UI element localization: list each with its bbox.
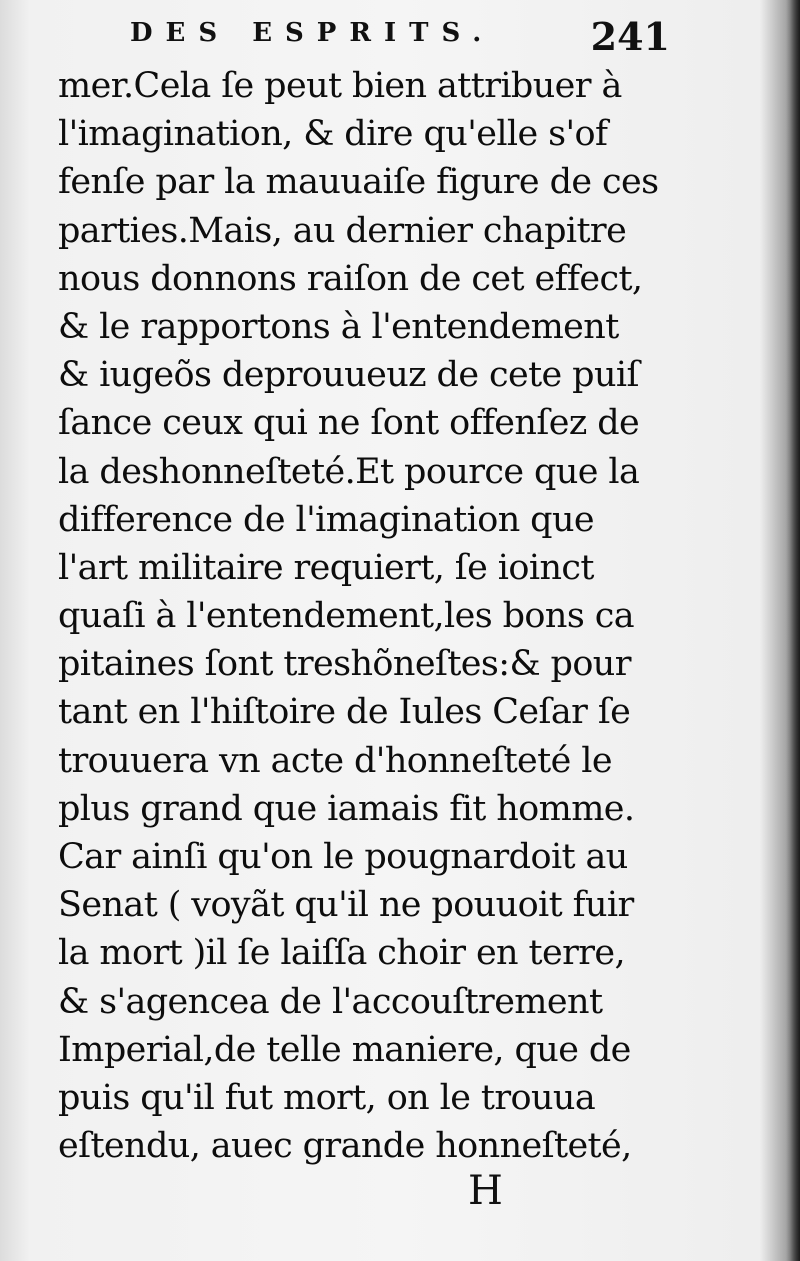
- text-line: la mort )il ſe laiſſa choir en terre,: [58, 933, 626, 974]
- text-line: Senat ( voyãt qu'il ne pouuoit fuir: [58, 885, 634, 926]
- text-line: l'art militaire requiert, ſe ioinct: [58, 547, 594, 588]
- text-line: puis qu'il fut mort, on le trouua: [58, 1077, 596, 1118]
- text-line: l'imagination, & dire qu'elle s'of: [58, 114, 608, 155]
- page-edge-shadow: [786, 0, 800, 1261]
- text-line: pitaines ſont treshõneſtes:& pour: [58, 644, 631, 685]
- text-line: & iugeõs deprouueuz de cete puiſ: [58, 355, 639, 396]
- text-line: parties.Mais, au dernier chapitre: [58, 210, 627, 251]
- text-line: Car ainſi qu'on le pougnardoit au: [58, 837, 628, 877]
- running-head: DES ESPRITS.: [130, 18, 495, 48]
- text-line: & le rapportons à l'entendement: [58, 306, 619, 347]
- text-line: la deshonneſteté.Et pource que la: [58, 451, 640, 492]
- page-number: 241: [590, 14, 670, 59]
- text-line: nous donnons raiſon de cet effect,: [58, 258, 643, 299]
- text-line: ſance ceux qui ne ſont offenſez de: [58, 403, 640, 444]
- text-line: eſtendu, auec grande honneſteté,: [58, 1126, 632, 1167]
- signature-mark: H: [468, 1168, 503, 1214]
- text-line: difference de l'imagination que: [58, 499, 595, 540]
- text-line: fenſe par la mauuaiſe figure de ces: [58, 162, 659, 203]
- text-line: tant en l'hiſtoire de Iules Ceſar ſe: [58, 692, 631, 733]
- page-header: [130, 14, 670, 59]
- text-line: Imperial,de telle maniere, que de: [58, 1029, 631, 1070]
- text-line: plus grand que iamais fit homme.: [58, 788, 635, 829]
- text-line: & s'agencea de l'accouſtrement: [58, 981, 603, 1022]
- text-line: trouuera vn acte d'honneſteté le: [58, 740, 612, 781]
- text-line: mer.Cela ſe peut bien attribuer à: [58, 66, 622, 106]
- text-line: quaſi à l'entendement,les bons ca: [58, 596, 634, 637]
- body-text: [58, 62, 659, 1170]
